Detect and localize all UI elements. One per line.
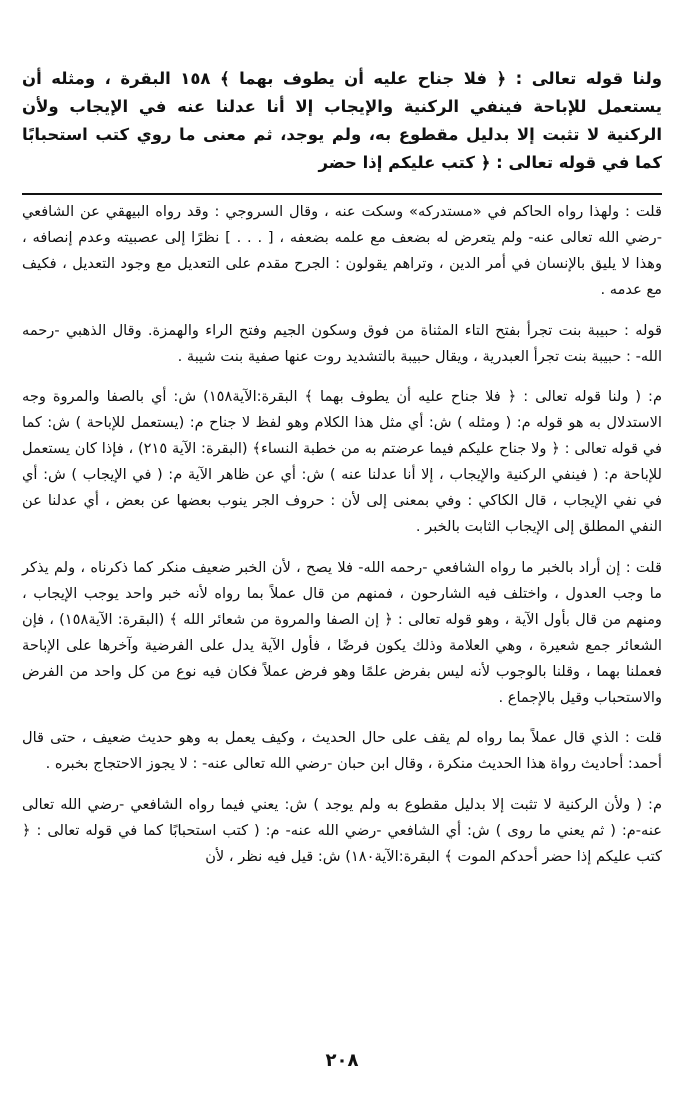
commentary-paragraph: م: ( ولنا قوله تعالى : ﴿ فلا جناح عليه أن يطوف بهما ﴾ البقرة:الآية١٥٨) ش: أي بالصفا والمروة وجه الاستدلال به هو قوله م: ( ومثله ) ش: أي مثل هذا الكلام وهو لفظ لا جناح م: (يستعمل للإباحة ) ش: كما في قوله تعالى : ﴿ ولا جناح عليكم فيما عرضتم به من خطبة النساء﴾ (البقرة: الآية ٢١٥) ، فإذا كان يستعمل للإباحة م: ( فينفي الركنية والإيجاب ، إلا أنا عدلنا عنه ) ش: أي عن ظاهر الآية م: ( في الإيجاب ) ش: أي في نفي الإيجاب ، قال الكاكي : وفي بمعنى إلى لأن : حروف الجر ينوب بعضها عن بعض ، أي عدلنا عن النفي المطلق إلى الإيجاب الثابت بالخبر . (22, 388, 662, 536)
commentary-paragraph: قوله : حبيبة بنت تجرأ بفتح التاء المثناة من فوق وسكون الجيم وفتح الراء والهمزة. وقال الذهبي -رحمه الله- : حبيبة بنت تجرأ العبدرية ، ويقال حبيبة بالتشديد روت عنها صفية بنت شيبة . (22, 321, 662, 365)
commentary-paragraph: قلت : الذي قال عملاً بما رواه لم يقف على حال الحديث ، وكيف يعمل به وهو حديث ضعيف ، حتى قال أحمد: أحاديث رواة هذا الحديث منكرة ، وقال ابن حبان -رضي الله تعالى عنه- : لا يجوز الاحتجاج بخبره . (22, 729, 662, 773)
commentary-paragraph: قلت : إن أراد بالخبر ما رواه الشافعي -رحمه الله- فلا يصح ، لأن الخبر ضعيف منكر كما ذكرناه ، ولم يذكر ما وجب العدول ، واختلف فيه الشارحون ، فمنهم من قال عملاً بما رواه لأنه خبر واحد يوجب الإيجاب ، ومنهم من قال بأول الآية ، وهو قوله تعالى : ﴿ إن الصفا والمروة من شعائر الله ﴾ (البقرة: الآية١٥٨) ، فإن الشعائر جمع شعيرة ، وهي العلامة وذلك يكون فرضًا ، فأول الآية يدل على الفرضية وآخرها على الإباحة فعملنا بهما ، وقلنا بالوجوب لأنه ليس بفرض علمًا وهو فرض عملاً فكان فيه نوع من كل واحد من الفرض والاستحباب وقيل بالإجماع . (22, 558, 662, 706)
page-body (22, 48, 662, 885)
main-text: ولنا قوله تعالى : ﴿ فلا جناح عليه أن يطوف بهما ﴾ ١٥٨ البقرة ، ومثله أن يستعمل للإباحة فينفي الركنية والإيجاب إلا أنا عدلنا عنه في الإيجاب ولأن الركنية لا تثبت إلا بدليل مقطوع به، ولم يوجد، ثم معنى ما روي كتب استحبابًا كما في قوله تعالى : ﴿ كتب عليكم إذا حضر (22, 68, 662, 172)
footnote-divider (22, 193, 662, 195)
commentary-paragraph: م: ( ولأن الركنية لا تثبت إلا بدليل مقطوع به ولم يوجد ) ش: يعني فيما رواه الشافعي -رضي الله تعالى عنه-م: ( ثم يعني ما روى ) ش: أي الشافعي -رضي الله عنه- م: ( كتب استحبابًا كما في قوله تعالى : ﴿ كتب عليكم إذا حضر أحدكم الموت ﴾ البقرة:الآية١٨٠) ش: قيل فيه نظر ، لأن (22, 795, 662, 865)
page-number: ٢٠٨ (325, 1050, 359, 1071)
commentary-paragraph: قلت : ولهذا رواه الحاكم في «مستدركه» وسكت عنه ، وقال السروجي : وقد رواه البيهقي عن الشافعي -رضي الله تعالى عنه- ولم يتعرض له بضعف مع علمه بضعفه ، [ . . . ] نظرًا إلى عصبيته وعدم إنصافه ، وهذا لا يليق بالإنسان في أمر الدين ، وتراهم يقولون : الجرح مقدم على التعديل مع وجود التعديل ، فكيف مع عدمه . (22, 203, 662, 298)
